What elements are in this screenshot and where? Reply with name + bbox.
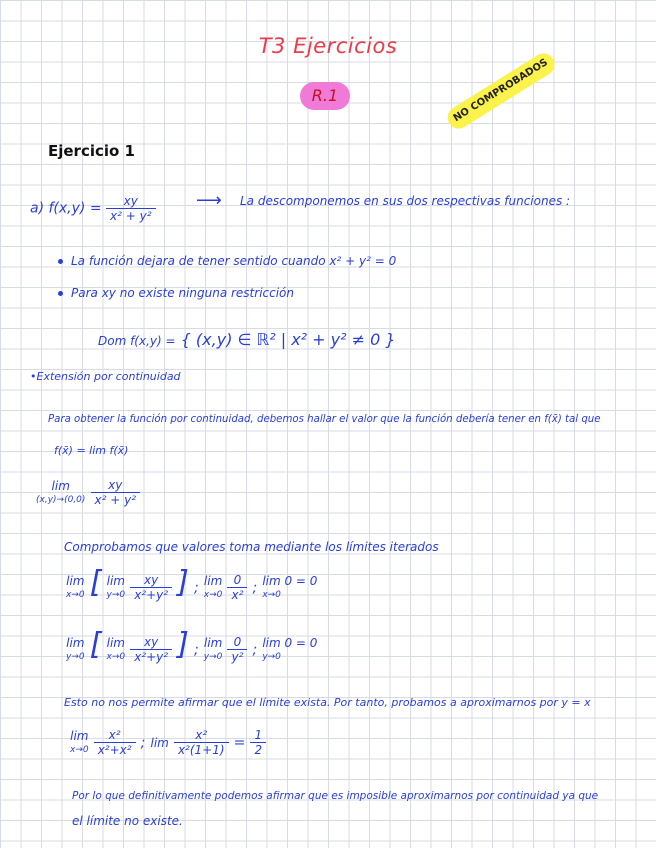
path-numerator-1: x²	[108, 728, 121, 742]
main-limit-numerator: xy	[108, 478, 123, 492]
domain-lhs: Dom f(x,y) =	[98, 334, 176, 348]
step2-denominator: y²	[227, 649, 247, 664]
step2-fraction	[227, 635, 247, 664]
separator: ;	[193, 642, 199, 658]
path-numerator-2: x²	[195, 728, 208, 742]
part-a-line	[30, 194, 156, 223]
inner-fraction	[130, 573, 172, 602]
f-limit-definition: f(x̄) = lim f(x̄)	[54, 444, 129, 457]
path-lim-2: lim	[150, 736, 169, 750]
domain-line	[98, 330, 396, 349]
step3	[262, 574, 317, 602]
arrow-icon: ⟶	[196, 190, 222, 211]
right-bracket: ]	[177, 627, 189, 662]
inner-numerator: xy	[144, 635, 159, 649]
left-bracket: [	[89, 627, 102, 662]
inner-lim: lim x→0	[106, 635, 126, 662]
iterated-limit-2	[66, 627, 318, 664]
step3-sub: y→0	[262, 651, 281, 662]
iterated-intro: Comprobamos que valores toma mediante los límites iterados	[64, 540, 439, 554]
path-lim-sub: x→0	[70, 744, 89, 755]
inner-numerator: xy	[144, 573, 159, 587]
step3-text: lim 0 = 0	[262, 573, 318, 588]
conclusion-line-1: Por lo que definitivamente podemos afirmar que es imposible aproximarnos por continuidad ya que	[72, 790, 599, 802]
path-result-denominator: 2	[250, 742, 266, 757]
step2-lim: lim x→0	[203, 573, 223, 600]
separator: ;	[252, 580, 258, 596]
bullet-dot-icon	[58, 259, 63, 264]
inner-lim-sub: y→0	[106, 589, 126, 600]
step2-lim-sub: x→0	[203, 589, 223, 600]
domain-set: { (x,y) ∈ ℝ² | x² + y² ≠ 0 }	[180, 330, 396, 349]
extension-text: Para obtener la función por continuidad, debemos hallar el valor que la función debería tener en f(x̄) tal que	[48, 414, 601, 425]
main-limit	[36, 478, 140, 507]
separator: ;	[140, 735, 146, 751]
step2-numerator: 0	[233, 635, 242, 649]
inner-lim: lim y→0	[106, 573, 126, 600]
path-fraction-2	[174, 728, 229, 757]
main-limit-operator	[36, 479, 85, 507]
path-calculation	[70, 728, 266, 757]
iterated-limit-1	[66, 565, 318, 602]
not-verified-stamp: NO COMPROBADOS	[443, 49, 558, 132]
bullet-text: Para xy no existe ninguna restricción	[71, 286, 295, 300]
section-badge: R.1	[300, 82, 350, 110]
step2-lim-sub: y→0	[203, 651, 223, 662]
path-text: Esto no nos permite afirmar que el límite exista. Por tanto, probamos a aproximarnos por y = x	[64, 696, 591, 709]
path-denominator-2: x²(1+1)	[174, 742, 229, 757]
inner-lim-sub: x→0	[106, 651, 126, 662]
extension-heading: •Extensión por continuidad	[30, 370, 181, 383]
inner-denominator: x²+y²	[130, 649, 172, 664]
function-denominator: x² + y²	[106, 208, 156, 223]
outer-lim: lim y→0	[66, 635, 85, 662]
outer-lim-sub: y→0	[66, 651, 85, 662]
page-title: T3 Ejercicios	[258, 34, 398, 58]
path-lim: lim x→0	[70, 728, 89, 755]
step2-numerator: 0	[233, 573, 242, 587]
bullet-item	[58, 254, 396, 268]
bullet-item	[58, 286, 294, 300]
path-result-numerator: 1	[254, 728, 263, 742]
part-a-label: a)	[30, 200, 45, 217]
bullet-dot-icon	[58, 291, 63, 296]
decomposition-comment: La descomponemos en sus dos respectivas funciones :	[240, 194, 571, 208]
right-bracket: ]	[177, 565, 189, 600]
step3-sub: x→0	[262, 589, 281, 600]
inner-fraction	[130, 635, 172, 664]
outer-lim-sub: x→0	[66, 589, 85, 600]
function-lhs: f(x,y) =	[48, 200, 102, 217]
lim-subscript: (x,y)→(0,0)	[36, 494, 86, 505]
exercise-heading: Ejercicio 1	[48, 142, 135, 160]
lim-label: lim	[51, 478, 70, 493]
function-numerator: xy	[123, 194, 138, 208]
step3	[262, 636, 317, 664]
outer-lim: lim x→0	[66, 573, 85, 600]
bullet-text: La función dejara de tener sentido cuando x² + y² = 0	[71, 254, 397, 268]
path-denominator-1: x²+x²	[94, 742, 136, 757]
conclusion-line-2: el límite no existe.	[72, 814, 183, 828]
left-bracket: [	[89, 565, 102, 600]
step3-text: lim 0 = 0	[262, 635, 318, 650]
main-limit-fraction	[91, 478, 141, 507]
separator: ;	[193, 580, 199, 596]
separator: ;	[252, 642, 258, 658]
equals-sign: =	[233, 735, 246, 751]
inner-denominator: x²+y²	[130, 587, 172, 602]
step2-denominator: x²	[227, 587, 247, 602]
function-fraction	[106, 194, 156, 223]
path-fraction-1	[94, 728, 136, 757]
step2-fraction	[227, 573, 247, 602]
main-limit-denominator: x² + y²	[91, 492, 141, 507]
path-result	[250, 728, 266, 757]
step2-lim: lim y→0	[203, 635, 223, 662]
